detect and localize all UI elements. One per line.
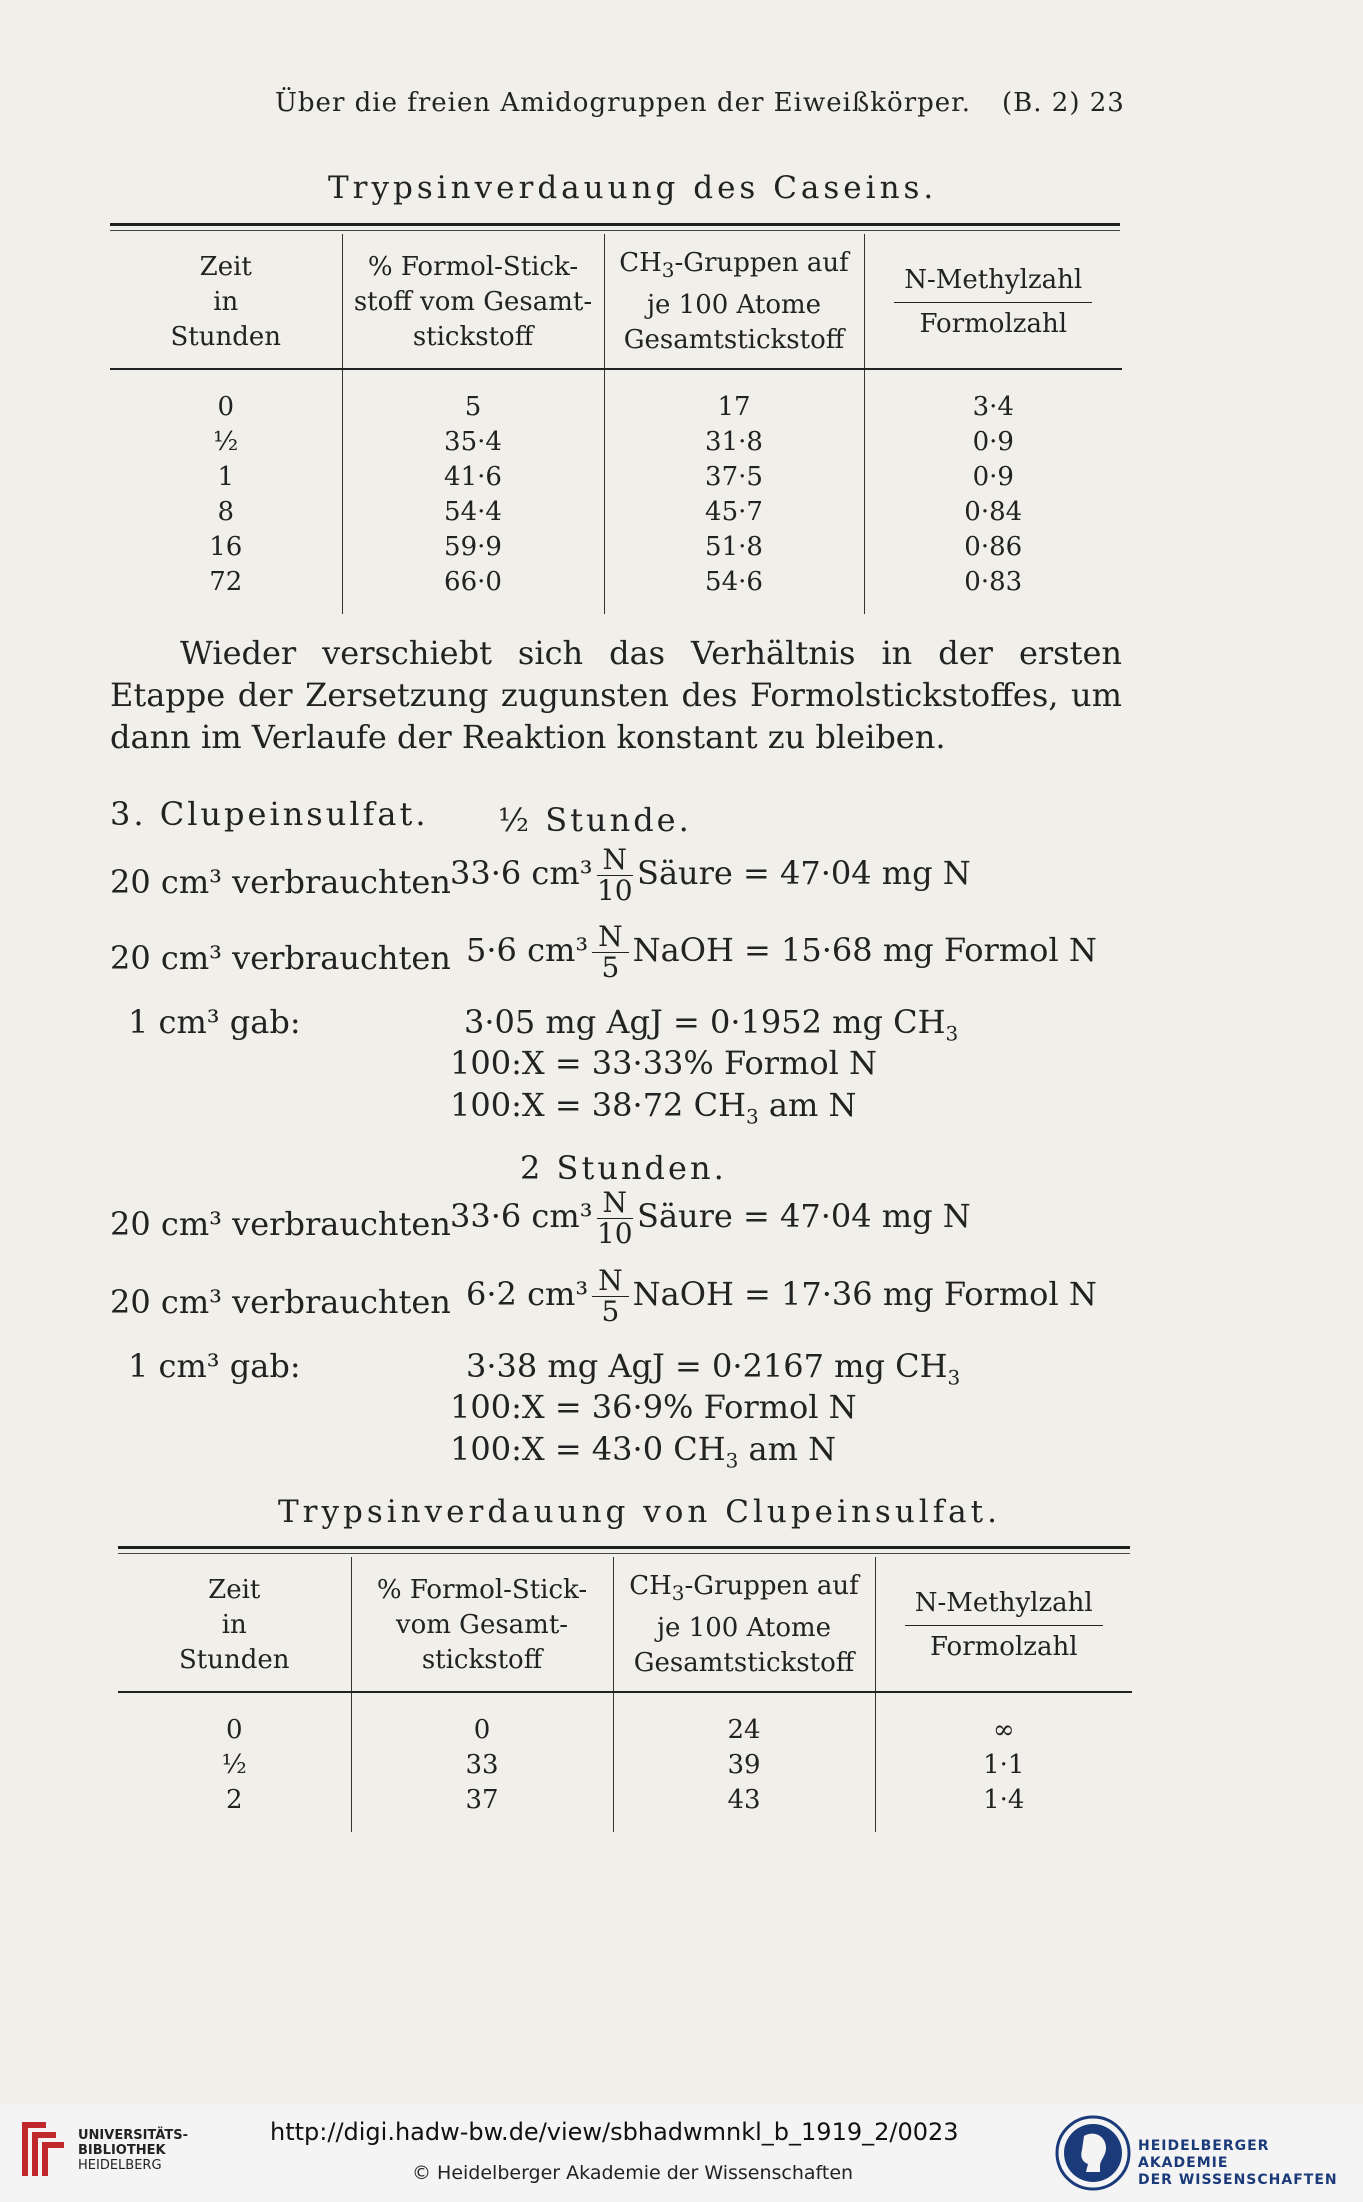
table2-header-ratio: $\frac{\text{N-Methylzahl}}{\text{Formolzahl}}$ xyxy=(875,1557,1132,1692)
table-cell: 1·1 xyxy=(875,1748,1132,1783)
heading-half-hour: ½ Stunde. xyxy=(498,801,692,839)
th-line2-lhs: 20 cm³ verbrauchten xyxy=(110,1283,451,1321)
table-cell: 54·4 xyxy=(342,495,604,530)
table-cell: 51·8 xyxy=(604,530,864,565)
table-cell: 45·7 xyxy=(604,495,864,530)
table2-header-row xyxy=(118,1557,1132,1692)
table2-title: Trypsinverdauung von Clupeinsulfat. xyxy=(278,1494,1001,1530)
body-paragraph: Wieder verschiebt sich das Verhältnis in der ersten Etappe der Zersetzung zugunsten des Formolstickstoffes, um dann im Verlaufe der Reaktion konstant zu bleiben. xyxy=(110,634,1122,756)
table-cell: 8 xyxy=(217,497,235,528)
table1 xyxy=(110,234,1122,614)
table-cell: 0·83 xyxy=(864,565,1122,614)
table1-title: Trypsinverdauung des Caseins. xyxy=(328,170,938,206)
library-logo-icon xyxy=(16,2118,68,2180)
table-cell: 0·84 xyxy=(864,495,1122,530)
hh-line2-lhs: 20 cm³ verbrauchten xyxy=(110,939,451,977)
table-cell: 5 xyxy=(342,369,604,425)
table1-body xyxy=(110,369,1122,614)
source-url-link[interactable]: http://digi.hadw-bw.de/view/sbhadwmnkl_b_1919_2/0023 xyxy=(270,2118,959,2146)
table1-header-row xyxy=(110,234,1122,369)
table-cell: 24 xyxy=(613,1692,875,1748)
table-cell: 1·4 xyxy=(875,1783,1132,1832)
table-cell: 41·6 xyxy=(342,460,604,495)
th-line4: 100:X = 36·9% Formol N xyxy=(450,1388,857,1426)
academy-name: HEIDELBERGER AKADEMIE DER WISSENSCHAFTEN xyxy=(1138,2138,1338,2188)
table-cell: ½ xyxy=(221,1750,247,1781)
library-name: UNIVERSITÄTS- BIBLIOTHEK HEIDELBERG xyxy=(78,2128,188,2173)
hh-line1-rhs: 33·6 cm³ $\frac{N}{10}$ Säure = 47·04 mg N xyxy=(450,843,971,907)
table-cell: 59·9 xyxy=(342,530,604,565)
hh-line1-lhs: 20 cm³ verbrauchten xyxy=(110,863,451,901)
table2-top-rule xyxy=(118,1546,1130,1549)
table-cell: 35·4 xyxy=(342,425,604,460)
th-line3-lhs: 1 cm³ gab: xyxy=(128,1347,301,1385)
table-cell: 43 xyxy=(613,1783,875,1832)
table-cell: 37·5 xyxy=(604,460,864,495)
table-cell: 17 xyxy=(604,369,864,425)
copyright-text: © Heidelberger Akademie der Wissenschaften xyxy=(412,2162,854,2184)
table-cell: 0 xyxy=(351,1692,613,1748)
table2-header-ch3: $CH_3$-Gruppen auf je 100 Atome Gesamtstickstoff xyxy=(613,1557,875,1692)
table1-top-rule-thin xyxy=(110,230,1120,231)
table-cell: 0·9 xyxy=(864,425,1122,460)
page-reference: (B. 2) 23 xyxy=(1002,88,1125,118)
running-header: Über die freien Amidogruppen der Eiweißkörper. xyxy=(275,88,971,118)
table-cell: 66·0 xyxy=(342,565,604,614)
table-cell: 0 xyxy=(217,392,235,423)
table1-header-zeit: Zeit in Stunden xyxy=(110,234,342,369)
table1-top-rule xyxy=(110,223,1120,226)
table1-header-ch3: $CH_3$-Gruppen auf je 100 Atome Gesamtstickstoff xyxy=(604,234,864,369)
table-cell: 33 xyxy=(351,1748,613,1783)
th-line1-rhs: 33·6 cm³ $\frac{N}{10}$ Säure = 47·04 mg N xyxy=(450,1186,971,1250)
table-cell: 3·4 xyxy=(864,369,1122,425)
table-cell: 72 xyxy=(209,567,243,598)
footer-bar xyxy=(0,2104,1363,2202)
table-cell: 31·8 xyxy=(604,425,864,460)
th-line3-rhs: 3·38 mg AgJ = 0·2167 mg $CH_3$ xyxy=(466,1347,961,1390)
table2-header-formol: % Formol-Stick- vom Gesamt- stickstoff xyxy=(351,1557,613,1692)
table2 xyxy=(118,1557,1132,1832)
hh-line5: 100:X = 38·72 $CH_3$ am N xyxy=(450,1086,857,1129)
table-cell: 1 xyxy=(217,462,235,493)
table-cell: 0·9 xyxy=(864,460,1122,495)
table-cell: 37 xyxy=(351,1783,613,1832)
table2-header-zeit: Zeit in Stunden xyxy=(118,1557,351,1692)
table2-top-rule-thin xyxy=(118,1553,1130,1554)
heading-two-hours: 2 Stunden. xyxy=(520,1149,727,1187)
th-line2-rhs: 6·2 cm³ $\frac{N}{5}$ NaOH = 17·36 mg Formol N xyxy=(466,1264,1097,1328)
table1-header-formol: % Formol-Stick- stoff vom Gesamt- stickstoff xyxy=(342,234,604,369)
hh-line4: 100:X = 33·33% Formol N xyxy=(450,1044,878,1082)
hh-line3-rhs: 3·05 mg AgJ = 0·1952 mg $CH_3$ xyxy=(464,1003,959,1046)
table-cell: 39 xyxy=(613,1748,875,1783)
table-cell: 2 xyxy=(225,1785,243,1816)
table1-header-ratio: $\frac{\text{N-Methylzahl}}{\text{Formolzahl}}$ xyxy=(864,234,1122,369)
academy-seal-icon xyxy=(1054,2114,1132,2192)
table2-body xyxy=(118,1692,1132,1832)
table-cell: 16 xyxy=(209,532,243,563)
hh-line2-rhs: 5·6 cm³ $\frac{N}{5}$ NaOH = 15·68 mg Formol N xyxy=(466,920,1097,984)
table-cell: 0·86 xyxy=(864,530,1122,565)
table-cell: 54·6 xyxy=(604,565,864,614)
th-line1-lhs: 20 cm³ verbrauchten xyxy=(110,1205,451,1243)
table-cell: ½ xyxy=(213,427,239,458)
th-line5: 100:X = 43·0 $CH_3$ am N xyxy=(450,1430,837,1473)
hh-line3-lhs: 1 cm³ gab: xyxy=(128,1003,301,1041)
table-cell: 0 xyxy=(225,1715,243,1746)
table-cell: ∞ xyxy=(875,1692,1132,1748)
section-label: 3. Clupeinsulfat. xyxy=(110,795,429,833)
